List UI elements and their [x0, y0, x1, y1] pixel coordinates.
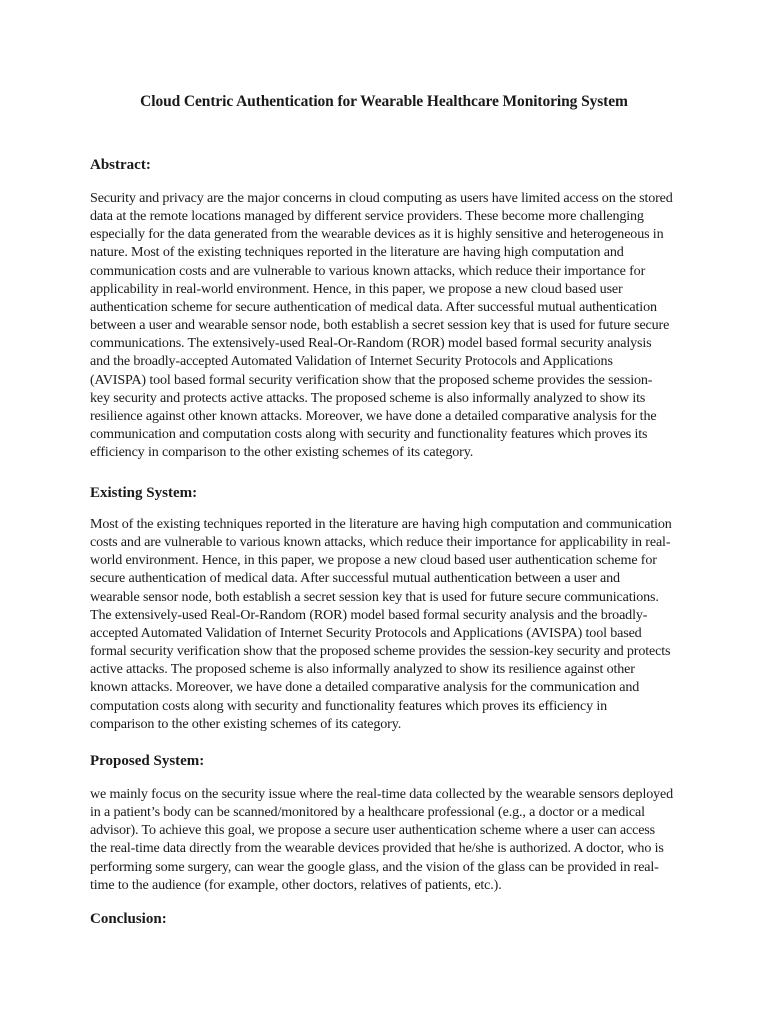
existing-system-heading: Existing System: — [90, 485, 198, 501]
text-line: and the broadly-accepted Automated Validation of Internet Security Protocols and Applications — [90, 353, 613, 370]
conclusion-heading: Conclusion: — [90, 911, 167, 927]
document-title: Cloud Centric Authentication for Wearable Healthcare Monitoring System — [140, 93, 628, 110]
text-line: The extensively-used Real-Or-Random (ROR) model based formal security analysis and the broadly- — [90, 606, 648, 623]
existing-system-paragraph — [90, 515, 682, 733]
text-line: world environment. Hence, in this paper, we propose a new cloud based user authentication scheme for — [90, 552, 657, 569]
text-line: costs and are vulnerable to various known attacks, which reduce their importance for applicability in real- — [90, 534, 671, 551]
text-line: active attacks. The proposed scheme is also informally analyzed to show its resilience against other — [90, 661, 635, 678]
text-line: key security and protects active attacks. The proposed scheme is also informally analyzed to show its — [90, 389, 646, 406]
text-line: wearable sensor node, both establish a secret session key that is used for future secure communications. — [90, 588, 659, 605]
text-line: formal security verification show that the proposed scheme provides the session-key security and protects — [90, 643, 671, 660]
text-line: Most of the existing techniques reported in the literature are having high computation and communication — [90, 516, 672, 532]
text-line: resilience against other known attacks. Moreover, we have done a detailed comparative analysis for the — [90, 407, 657, 424]
text-line: data at the remote locations managed by different service providers. These become more challenging — [90, 208, 644, 225]
text-line: comparison to the other existing schemes of its category. — [90, 715, 402, 732]
text-line: time to the audience (for example, other doctors, relatives of patients, etc.). — [90, 876, 502, 893]
proposed-system-heading: Proposed System: — [90, 753, 205, 769]
text-line: authentication scheme for secure authentication of medical data. After successful mutual authentication — [90, 298, 657, 315]
text-line: accepted Automated Validation of Internet Security Protocols and Applications (AVISPA) tool based — [90, 624, 642, 641]
proposed-system-paragraph — [90, 785, 682, 894]
abstract-paragraph — [90, 189, 682, 461]
text-line: communication costs and are vulnerable to various known attacks, which reduce their importance for — [90, 262, 646, 279]
text-line: communications. The extensively-used Real-Or-Random (ROR) model based formal security analysis — [90, 335, 652, 352]
text-line: efficiency in comparison to the other existing schemes of its category. — [90, 444, 474, 461]
text-line: especially for the data generated from the wearable devices as it is highly sensitive and heterogeneous in — [90, 226, 664, 243]
text-line: we mainly focus on the security issue where the real-time data collected by the wearable sensors deployed — [90, 786, 674, 802]
text-line: advisor). To achieve this goal, we propose a secure user authentication scheme where a user can access — [90, 822, 655, 839]
text-line: between a user and wearable sensor node, both establish a secret session key that is used for future secure — [90, 317, 670, 334]
text-line: in a patient’s body can be scanned/monitored by a healthcare professional (e.g., a doctor or a medical — [90, 804, 645, 821]
text-line: Security and privacy are the major concerns in cloud computing as users have limited access on the stored — [90, 190, 673, 206]
text-line: applicability in real-world environment. Hence, in this paper, we propose a new cloud based user — [90, 280, 623, 297]
text-line: performing some surgery, can wear the google glass, and the vision of the glass can be provided in real- — [90, 858, 659, 875]
abstract-heading: Abstract: — [90, 157, 151, 173]
text-line: computation costs along with security and functionality features which proves its efficiency in — [90, 697, 607, 714]
text-line: secure authentication of medical data. After successful mutual authentication between a user and — [90, 570, 620, 587]
text-line: nature. Most of the existing techniques reported in the literature are having high computation and — [90, 244, 624, 261]
text-line: the real-time data directly from the wearable devices provided that he/she is authorized. A doctor, who is — [90, 840, 664, 857]
text-line: (AVISPA) tool based formal security verification show that the proposed scheme provides the session- — [90, 371, 653, 388]
text-line: known attacks. Moreover, we have done a detailed comparative analysis for the communication and — [90, 679, 640, 696]
text-line: communication and computation costs along with security and functionality features which proves its — [90, 426, 648, 443]
